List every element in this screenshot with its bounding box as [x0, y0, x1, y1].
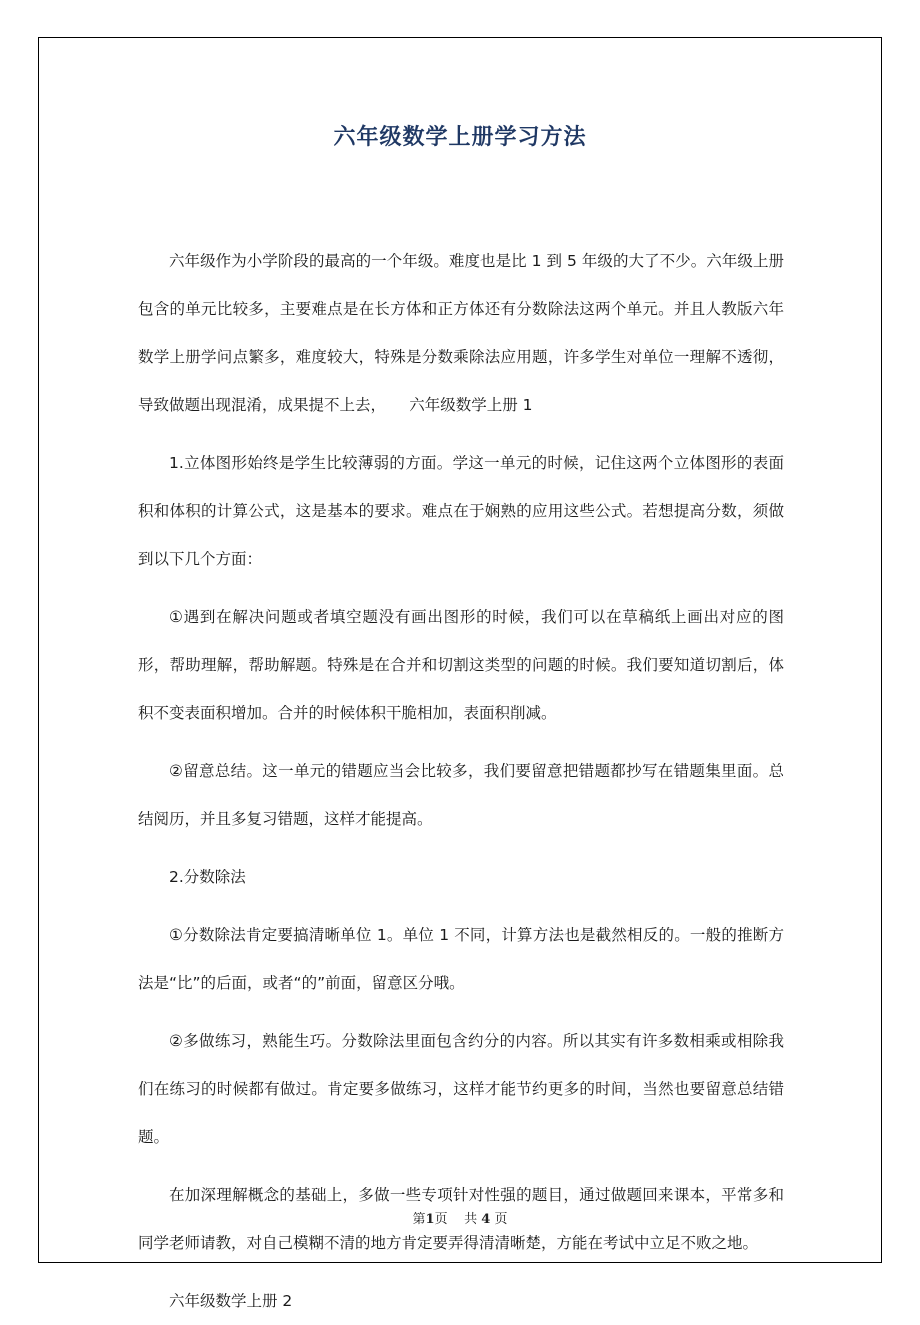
paragraph-point-1: ①遇到在解决问题或者填空题没有画出图形的时候，我们可以在草稿纸上画出对应的图形，帮助理解，帮助解题。特殊是在合并和切割这类型的问题的时候。我们要知道切割后，体积不变表面积增加。合并的时候体积干脆相加，表面积削减。: [138, 608, 784, 722]
paragraph-intro: 六年级作为小学阶段的最高的一个年级。难度也是比 1 到 5 年级的大了不少。六年级上册包含的单元比较多，主要难点是在长方体和正方体还有分数除法这两个单元。并且人教版六年数学上册学问点繁多，难度较大，特殊是分数乘除法应用题，许多学生对单位一理解不透彻，导致做题出现混淆，成果提不上去， 六年级数学上册 1: [138, 252, 784, 414]
paragraph-section-1: 1.立体图形始终是学生比较薄弱的方面。学这一单元的时候，记住这两个立体图形的表面积和体积的计算公式，这是基本的要求。难点在于娴熟的应用这些公式。若想提高分数，须做到以下几个方面：: [138, 454, 784, 568]
document-body: [138, 237, 784, 1325]
paragraph-fraction-point-1: ①分数除法肯定要搞清晰单位 1。单位 1 不同，计算方法也是截然相反的。一般的推断方法是“比”的后面，或者“的”前面，留意区分哦。: [138, 926, 784, 992]
paragraph-point-2: ②留意总结。这一单元的错题应当会比较多，我们要留意把错题都抄写在错题集里面。总结阅历，并且多复习错题，这样才能提高。: [138, 762, 784, 828]
footer-page-prefix: 第: [412, 1212, 426, 1227]
footer-page-suffix: 页: [434, 1212, 448, 1227]
paragraph-section-heading-2: 六年级数学上册 2: [169, 1292, 293, 1310]
paragraph-advice: 在加深理解概念的基础上，多做一些专项针对性强的题目，通过做题回来课本，平常多和同学老师请教，对自己模糊不清的地方肯定要弄得清清晰楚，方能在考试中立足不败之地。: [138, 1186, 784, 1252]
footer-page-total: 4: [481, 1212, 491, 1227]
paragraph-fraction-point-2: ②多做练习，熟能生巧。分数除法里面包含约分的内容。所以其实有许多数相乘或相除我们在练习的时候都有做过。肯定要多做练习，这样才能节约更多的时间，当然也要留意总结错题。: [138, 1032, 784, 1146]
footer-total-suffix: 页: [494, 1212, 508, 1227]
footer-total-prefix: 共: [464, 1212, 478, 1227]
footer-page-current: 1: [425, 1212, 435, 1227]
document-title: 六年级数学上册学习方法: [333, 125, 587, 150]
page-footer: [0, 1208, 920, 1227]
paragraph-section-2-heading: 2.分数除法: [169, 868, 246, 886]
